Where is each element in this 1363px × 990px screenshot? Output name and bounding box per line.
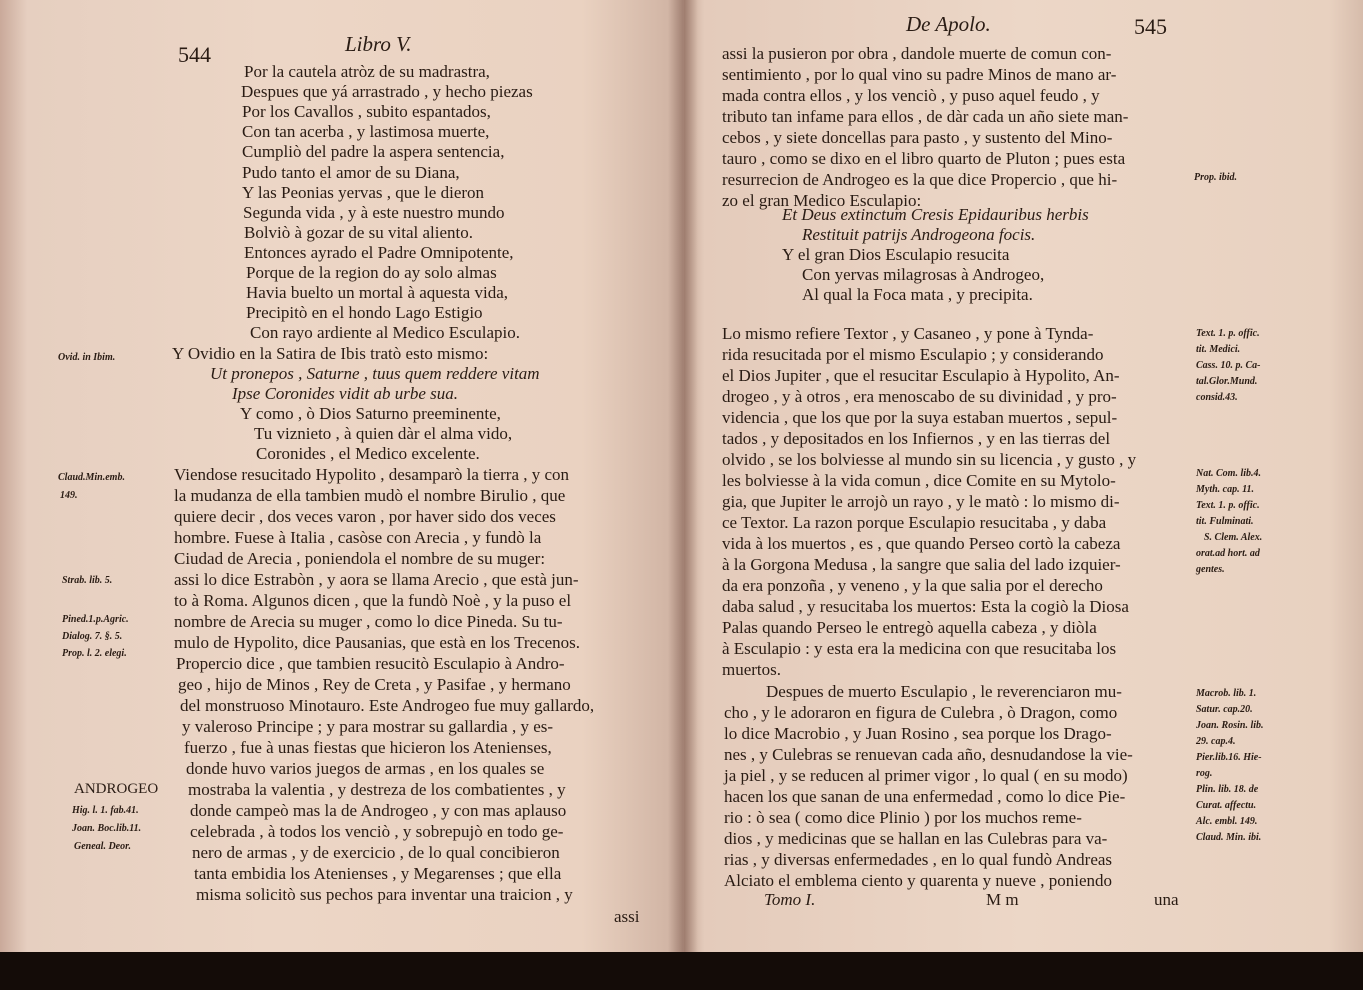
margin-note: Geneal. Deor. bbox=[74, 841, 131, 852]
prose-line: rida resucitada por el mismo Esculapio ; y considerando bbox=[722, 345, 1104, 364]
margin-note: 149. bbox=[60, 490, 78, 501]
prose-line: donde campeò mas la de Androgeo , y con mas aplauso bbox=[190, 801, 567, 820]
verse-line: Cumpliò del padre la aspera sentencia, bbox=[242, 142, 505, 161]
prose-line: Viendose resucitado Hypolito , desamparò la tierra , y con bbox=[174, 465, 570, 484]
margin-note: Text. 1. p. offic. bbox=[1196, 500, 1260, 511]
margin-note: Plin. lib. 18. de bbox=[1196, 784, 1259, 795]
signature-mark: M m bbox=[986, 890, 1019, 909]
verse-line: Al qual la Foca mata , y precipita. bbox=[802, 285, 1033, 304]
book-gutter bbox=[668, 0, 698, 952]
prose-line: videncia , que los que por la suya estaban muertos , sepul- bbox=[722, 408, 1118, 427]
margin-note: rog. bbox=[1196, 768, 1213, 779]
prose-line: rio : ò sea ( como dice Plinio ) por los muchos reme- bbox=[724, 808, 1082, 827]
verse-line: Precipitò en el hondo Lago Estigio bbox=[246, 303, 483, 322]
verse-line: Y el gran Dios Esculapio resucita bbox=[782, 245, 1010, 264]
prose-line: assi lo dice Estrabòn , y aora se llama Arecio , que està jun- bbox=[174, 570, 579, 589]
prose-line: vida à los muertos , es , que quando Perseo cortò la cabeza bbox=[722, 534, 1121, 553]
latin-verse: Et Deus extinctum Cresis Epidauribus herbis bbox=[782, 205, 1089, 224]
margin-note: Prop. l. 2. elegi. bbox=[62, 648, 127, 659]
margin-note: Macrob. lib. 1. bbox=[1196, 688, 1257, 699]
catchword: una bbox=[1154, 890, 1179, 909]
margin-note: Hig. l. 1. fab.41. bbox=[72, 805, 139, 816]
signature-tomo: Tomo I. bbox=[764, 890, 816, 909]
prose-line: ja piel , y se reducen al primer vigor , lo qual ( en su modo) bbox=[724, 766, 1128, 785]
prose-line: mada contra ellos , y los venciò , y puso aquel feudo , y bbox=[722, 86, 1100, 105]
margin-note: Ovid. in Ibim. bbox=[58, 352, 116, 363]
margin-note: Myth. cap. 11. bbox=[1196, 484, 1255, 495]
prose-line: gia, que Jupiter le arrojò un rayo , y le matò : lo mismo di- bbox=[722, 492, 1120, 511]
margin-note: tit. Medici. bbox=[1196, 344, 1241, 355]
prose-line: tauro , como se dixo en el libro quarto de Pluton ; pues esta bbox=[722, 149, 1126, 168]
margin-note: Claud. Min. ibi. bbox=[1196, 832, 1262, 843]
margin-note: Joan. Rosin. lib. bbox=[1196, 720, 1264, 731]
prose-line: cebos , y siete doncellas para pasto , y sustento del Mino- bbox=[722, 128, 1113, 147]
prose-line: Lo mismo refiere Textor , y Casaneo , y pone à Tynda- bbox=[722, 324, 1094, 343]
margin-note: Pined.1.p.Agric. bbox=[62, 614, 129, 625]
prose-line: celebrada , à todos los venciò , y sobrepujò en todo ge- bbox=[190, 822, 564, 841]
prose-line: cho , y le adoraron en figura de Culebra , ò Dragon, como bbox=[724, 703, 1118, 722]
prose-line: nero de armas , y de exercicio , de lo qual concibieron bbox=[192, 843, 560, 862]
verse-line: Con rayo ardiente al Medico Esculapio. bbox=[250, 323, 521, 342]
right-page bbox=[684, 0, 1363, 952]
margin-note: orat.ad hort. ad bbox=[1196, 548, 1260, 559]
margin-note: tal.Glor.Mund. bbox=[1196, 376, 1258, 387]
prose-line: olvido , se los bolviesse al mundo sin su licencia , y gusto , y bbox=[722, 450, 1137, 469]
prose-line: resurrecion de Androgeo es la que dice Propercio , que hi- bbox=[722, 170, 1118, 189]
verse-line: Y como , ò Dios Saturno preeminente, bbox=[240, 404, 501, 423]
prose-line: Despues de muerto Esculapio , le reverenciaron mu- bbox=[766, 682, 1122, 701]
margin-note: Cass. 10. p. Ca- bbox=[1196, 360, 1261, 371]
margin-note: Nat. Com. lib.4. bbox=[1196, 468, 1262, 479]
verse-line: Despues que yá arrastrado , y hecho piezas bbox=[241, 82, 533, 101]
prose-line: Ciudad de Arecia , poniendola el nombre de su muger: bbox=[174, 549, 546, 568]
prose-line: ce Textor. La razon porque Esculapio resucitaba , y daba bbox=[722, 513, 1107, 532]
prose-line: donde huvo varios juegos de armas , en los quales se bbox=[186, 759, 545, 778]
prose-line: y valeroso Principe ; y para mostrar su gallardia , y es- bbox=[182, 717, 554, 736]
margin-note: Alc. embl. 149. bbox=[1196, 816, 1258, 827]
right-page-number: 545 bbox=[1134, 14, 1167, 39]
margin-note: 29. cap.4. bbox=[1196, 736, 1236, 747]
margin-heading: ANDROGEO bbox=[74, 781, 159, 797]
verse-line: Tu viznieto , à quien dàr el alma vido, bbox=[254, 424, 513, 443]
prose-line: muertos. bbox=[722, 660, 782, 679]
prose-line: to à Roma. Algunos dicen , que la fundò Noè , y la puso el bbox=[174, 591, 572, 610]
prose-line: nes , y Culebras se renuevan cada año, desnudandose la vie- bbox=[724, 745, 1133, 764]
prose-line: quiere decir , dos veces varon , por haver sido dos veces bbox=[174, 507, 556, 526]
margin-note: Text. 1. p. offic. bbox=[1196, 328, 1260, 339]
prose-line: hombre. Fuese à Italia , casòse con Arecia , y fundò la bbox=[174, 528, 542, 547]
verse-line: Por los Cavallos , subito espantados, bbox=[242, 102, 491, 121]
margin-note: gentes. bbox=[1196, 564, 1225, 575]
margin-note: Pier.lib.16. Hie- bbox=[1196, 752, 1262, 763]
prose-line: Palas quando Perseo le entregò aquella cabeza , y diòla bbox=[722, 618, 1097, 637]
left-running-head: Libro V. bbox=[345, 32, 412, 56]
prose-line: sentimiento , por lo qual vino su padre Minos de mano ar- bbox=[722, 65, 1117, 84]
margin-note: Claud.Min.emb. bbox=[58, 472, 125, 483]
prose-line: la mudanza de ella tambien mudò el nombre Birulio , que bbox=[174, 486, 566, 505]
left-page bbox=[0, 0, 684, 952]
verse-line: Porque de la region do ay solo almas bbox=[246, 263, 497, 282]
prose-line: à Esculapio : y esta era la medicina con que resucitaba los bbox=[722, 639, 1117, 658]
margin-note: consid.43. bbox=[1196, 392, 1238, 403]
prose-line: el Dios Jupiter , que el resucitar Esculapio à Hypolito, An- bbox=[722, 366, 1120, 385]
margin-note: Strab. lib. 5. bbox=[62, 575, 113, 586]
prose-line: tanta embidia los Atenienses , y Megarenses ; que ella bbox=[194, 864, 562, 883]
prose-line: les bolviesse à la vida comun , dice Comite en su Mytolo- bbox=[722, 471, 1116, 490]
latin-verse: Restituit patrijs Androgeona focis. bbox=[802, 225, 1036, 244]
margin-note: Satur. cap.20. bbox=[1196, 704, 1253, 715]
verse-line: Pudo tanto el amor de su Diana, bbox=[242, 163, 460, 182]
verse-line: Bolviò à gozar de su vital aliento. bbox=[244, 223, 473, 242]
margin-note: Joan. Boc.lib.11. bbox=[72, 823, 142, 834]
verse-line: Entonces ayrado el Padre Omnipotente, bbox=[244, 243, 514, 262]
prose-line: rias , y diversas enfermedades , en lo qual fundò Andreas bbox=[724, 850, 1113, 869]
prose-line: mostraba la valentia , y destreza de los combatientes , y bbox=[188, 780, 566, 799]
prose-line: fuerzo , fue à unas fiestas que hicieron los Atenienses, bbox=[184, 738, 552, 757]
margin-note: Dialog. 7. §. 5. bbox=[62, 631, 123, 642]
ovid-intro: Y Ovidio en la Satira de Ibis tratò esto mismo: bbox=[172, 344, 489, 363]
margin-note: tit. Fulminati. bbox=[1196, 516, 1254, 527]
verse-line: Coronides , el Medico excelente. bbox=[256, 444, 480, 463]
margin-note: Prop. ibid. bbox=[1194, 172, 1238, 183]
prose-line: da era ponzoña , y veneno , y la que salia por el derecho bbox=[722, 576, 1103, 595]
margin-note: Curat. affectu. bbox=[1196, 800, 1257, 811]
prose-line: nombre de Arecia su muger , como lo dice Pineda. Su tu- bbox=[174, 612, 563, 631]
catchword: assi bbox=[614, 907, 640, 926]
prose-line: Propercio dice , que tambien resucitò Esculapio à Andro- bbox=[176, 654, 565, 673]
latin-verse: Ut pronepos , Saturne , tuus quem reddere vitam bbox=[210, 364, 540, 383]
prose-line: misma solicitò sus pechos para inventar una traicion , y bbox=[196, 885, 573, 904]
left-page-number: 544 bbox=[178, 42, 211, 67]
verse-line: Con tan acerba , y lastimosa muerte, bbox=[242, 122, 490, 141]
latin-verse: Ipse Coronides vidit ab urbe sua. bbox=[232, 384, 459, 403]
prose-line: lo dice Macrobio , y Juan Rosino , sea porque los Drago- bbox=[724, 724, 1112, 743]
verse-line: Con yervas milagrosas à Androgeo, bbox=[802, 265, 1045, 284]
prose-line: hacen los que sanan de una enfermedad , como lo dice Pie- bbox=[724, 787, 1126, 806]
prose-line: à la Gorgona Medusa , la sangre que salia del lado izquier- bbox=[722, 555, 1121, 574]
prose-line: mulo de Hypolito, dice Pausanias, que està en los Trecenos. bbox=[174, 633, 581, 652]
verse-line: Havia buelto un mortal à aquesta vida, bbox=[246, 283, 508, 302]
margin-note: S. Clem. Alex. bbox=[1204, 532, 1263, 543]
prose-line: tributo tan infame para ellos , de dàr cada un año siete man- bbox=[722, 107, 1129, 126]
table-shadow bbox=[0, 952, 1363, 990]
prose-line: del monstruoso Minotauro. Este Androgeo fue muy gallardo, bbox=[180, 696, 595, 715]
prose-line: tados , y depositados en los Infiernos , y en las tierras del bbox=[722, 429, 1111, 448]
prose-line: drogeo , y à otros , era menoscabo de su divinidad , y pro- bbox=[722, 387, 1117, 406]
prose-line: assi la pusieron por obra , dandole muerte de comun con- bbox=[722, 44, 1112, 63]
prose-line: dios , y medicinas que se hallan en las Culebras para va- bbox=[724, 829, 1108, 848]
prose-line: geo , hijo de Minos , Rey de Creta , y Pasifae , y hermano bbox=[178, 675, 571, 694]
prose-line: daba salud , y resucitaba los muertos: Esta la cogiò la Diosa bbox=[722, 597, 1129, 616]
verse-line: Segunda vida , y à este nuestro mundo bbox=[243, 203, 505, 222]
right-running-head: De Apolo. bbox=[906, 12, 991, 36]
verse-line: Y las Peonias yervas , que le dieron bbox=[242, 183, 485, 202]
prose-line: Alciato el emblema ciento y quarenta y nueve , poniendo bbox=[724, 871, 1113, 890]
verse-line: Por la cautela atròz de su madrastra, bbox=[244, 62, 490, 81]
prose-line: zo el gran Medico Esculapio: bbox=[722, 191, 922, 210]
